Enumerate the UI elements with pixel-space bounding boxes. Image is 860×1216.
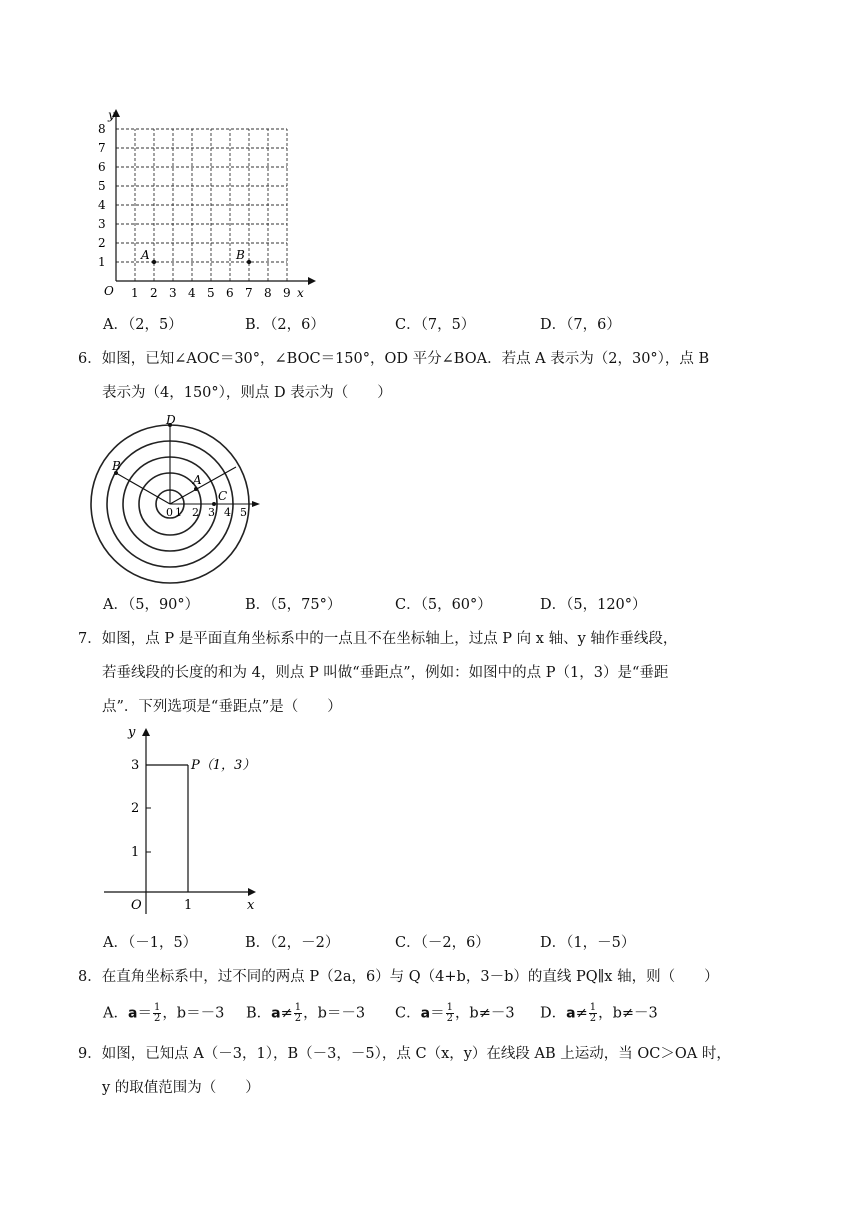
q5-x-tick-5: 5 <box>207 286 215 300</box>
q8-option-a-num: 1 <box>153 1002 161 1013</box>
q5-origin-label: O <box>104 284 114 298</box>
q8-option-c-var: a <box>420 1005 431 1022</box>
q5-y-tick-1: 1 <box>98 255 106 269</box>
q7-x-tick-1: 1 <box>184 898 193 913</box>
q9-stem-line1: 9．如图，已知点 A（－3，1），B（－3，－5），点 C（x，y）在线段 AB 上运动，当 OC＞OA 时， <box>78 1046 731 1062</box>
q5-option-a: A．（2，5） <box>103 317 183 333</box>
q5-y-tick-5: 5 <box>98 179 106 193</box>
q5-y-axis-label: y <box>108 108 115 122</box>
q5-grid-figure <box>96 105 316 305</box>
q5-y-tick-7: 7 <box>98 141 106 155</box>
q6-ring-tick-2: 2 <box>192 506 199 519</box>
q9-stem-line2: y 的取值范围为（ ） <box>102 1080 260 1096</box>
q8-option-d-fraction <box>589 1003 597 1024</box>
q7-stem-line2: 若垂线段的长度的和为 4，则点 P 叫做“垂距点”，例如：如图中的点 P（1，3）是“垂距 <box>102 665 669 681</box>
q6-label-d: D <box>166 413 176 427</box>
q5-y-tick-6: 6 <box>98 160 106 174</box>
q5-x-axis-label: x <box>297 286 304 300</box>
q8-option-a-var: a <box>127 1005 138 1022</box>
q7-y-tick-1: 1 <box>131 845 140 860</box>
q8-option-a-rest: ，b＝－3 <box>162 1005 225 1022</box>
q6-stem-line2: 表示为（4，150°），则点 D 表示为（ ） <box>102 385 392 401</box>
q6-option-a: A．（5，90°） <box>103 597 200 613</box>
q5-option-c: C．（7，5） <box>395 317 476 333</box>
q6-label-a: A <box>193 473 202 487</box>
q7-coordinate-figure <box>94 722 274 922</box>
q8-option-d-rest: ，b≠－3 <box>598 1005 658 1022</box>
q5-x-tick-1: 1 <box>131 286 139 300</box>
q8-option-a <box>103 1003 224 1024</box>
q6-ring-tick-1: 1 <box>175 506 182 519</box>
q5-x-tick-6: 6 <box>226 286 234 300</box>
q7-option-a: A．（－1，5） <box>103 935 198 951</box>
q8-option-b-var: a <box>271 1005 281 1022</box>
q6-label-c: C <box>218 489 228 503</box>
q8-option-c <box>395 1003 515 1024</box>
q5-x-tick-2: 2 <box>150 286 158 300</box>
q5-point-label-a: A <box>141 248 150 262</box>
q5-x-tick-3: 3 <box>169 286 177 300</box>
q5-y-tick-4: 4 <box>98 198 106 212</box>
q5-y-tick-3: 3 <box>98 217 106 231</box>
q7-stem-line1: 7．如图，点 P 是平面直角坐标系中的一点且不在坐标轴上，过点 P 向 x 轴、y 轴作垂线段， <box>78 631 678 647</box>
q6-ring-tick-4: 4 <box>224 506 231 519</box>
q8-option-d-num: 1 <box>589 1002 597 1013</box>
q6-ring-tick-5: 5 <box>240 506 247 519</box>
q6-stem-line1: 6．如图，已知∠AOC＝30°，∠BOC＝150°，OD 平分∠BOA．若点 A 表示为（2，30°），点 B <box>78 351 710 367</box>
q5-option-b: B．（2，6） <box>245 317 325 333</box>
q8-option-c-rest: ，b≠－3 <box>454 1005 515 1022</box>
q8-option-a-den: 2 <box>153 1013 161 1024</box>
q5-x-tick-9: 9 <box>283 286 291 300</box>
q8-stem-line1: 8．在直角坐标系中，过不同的两点 P（2a，6）与 Q（4+b，3－b）的直线 PQ∥x 轴，则（ ） <box>78 969 719 985</box>
q7-origin-label: O <box>131 898 142 913</box>
q8-option-c-letter: C． <box>395 1005 421 1022</box>
q5-point-b <box>247 260 251 264</box>
q6-label-b: B <box>112 459 121 473</box>
q7-option-d: D．（1，－5） <box>540 935 636 951</box>
q8-option-b-letter: B． <box>246 1005 272 1022</box>
q6-ring-tick-0: 0 <box>166 506 173 519</box>
q5-option-d: D．（7，6） <box>540 317 621 333</box>
q7-x-axis-label: x <box>247 898 255 913</box>
q8-option-a-letter: A． <box>103 1005 128 1022</box>
q8-option-a-fraction <box>153 1003 161 1024</box>
q5-y-tick-8: 8 <box>98 122 106 136</box>
q8-option-b <box>246 1003 365 1024</box>
q8-option-c-rel: ＝ <box>430 1005 445 1022</box>
q6-ring-tick-3: 3 <box>208 506 215 519</box>
q8-option-d-letter: D． <box>540 1005 567 1022</box>
q7-y-axis-label: y <box>128 725 136 740</box>
q7-stem-line3: 点”．下列选项是“垂距点”是（ ） <box>102 699 342 715</box>
q5-y-tick-2: 2 <box>98 236 106 250</box>
q8-option-c-num: 1 <box>446 1002 453 1013</box>
q5-x-tick-4: 4 <box>188 286 196 300</box>
q6-option-b: B．（5，75°） <box>245 597 342 613</box>
q8-option-d-var: a <box>566 1005 576 1022</box>
q5-point-label-b: B <box>236 248 245 262</box>
q6-polar-figure <box>90 412 270 592</box>
q8-option-d-den: 2 <box>589 1013 597 1024</box>
q8-option-d <box>540 1003 658 1024</box>
q8-option-b-rel: ≠ <box>280 1005 293 1022</box>
q7-option-b: B．（2，－2） <box>245 935 340 951</box>
q7-option-c: C．（－2，6） <box>395 935 490 951</box>
q8-option-c-den: 2 <box>446 1013 453 1024</box>
q5-x-tick-8: 8 <box>264 286 272 300</box>
q8-option-a-rel: ＝ <box>137 1005 152 1022</box>
q6-option-d: D．（5，120°） <box>540 597 647 613</box>
q6-option-c: C．（5，60°） <box>395 597 492 613</box>
q7-y-tick-2: 2 <box>131 801 140 816</box>
q8-option-b-den: 2 <box>294 1013 302 1024</box>
q8-option-b-num: 1 <box>294 1002 302 1013</box>
q8-option-b-rest: ，b＝－3 <box>303 1005 366 1022</box>
q8-option-c-fraction <box>446 1003 454 1024</box>
q8-option-b-fraction <box>294 1003 302 1024</box>
q8-option-d-rel: ≠ <box>575 1005 588 1022</box>
q7-point-label: P（1，3） <box>191 758 256 773</box>
q7-y-tick-3: 3 <box>131 758 140 773</box>
q5-x-tick-7: 7 <box>245 286 253 300</box>
q5-point-a <box>152 260 156 264</box>
